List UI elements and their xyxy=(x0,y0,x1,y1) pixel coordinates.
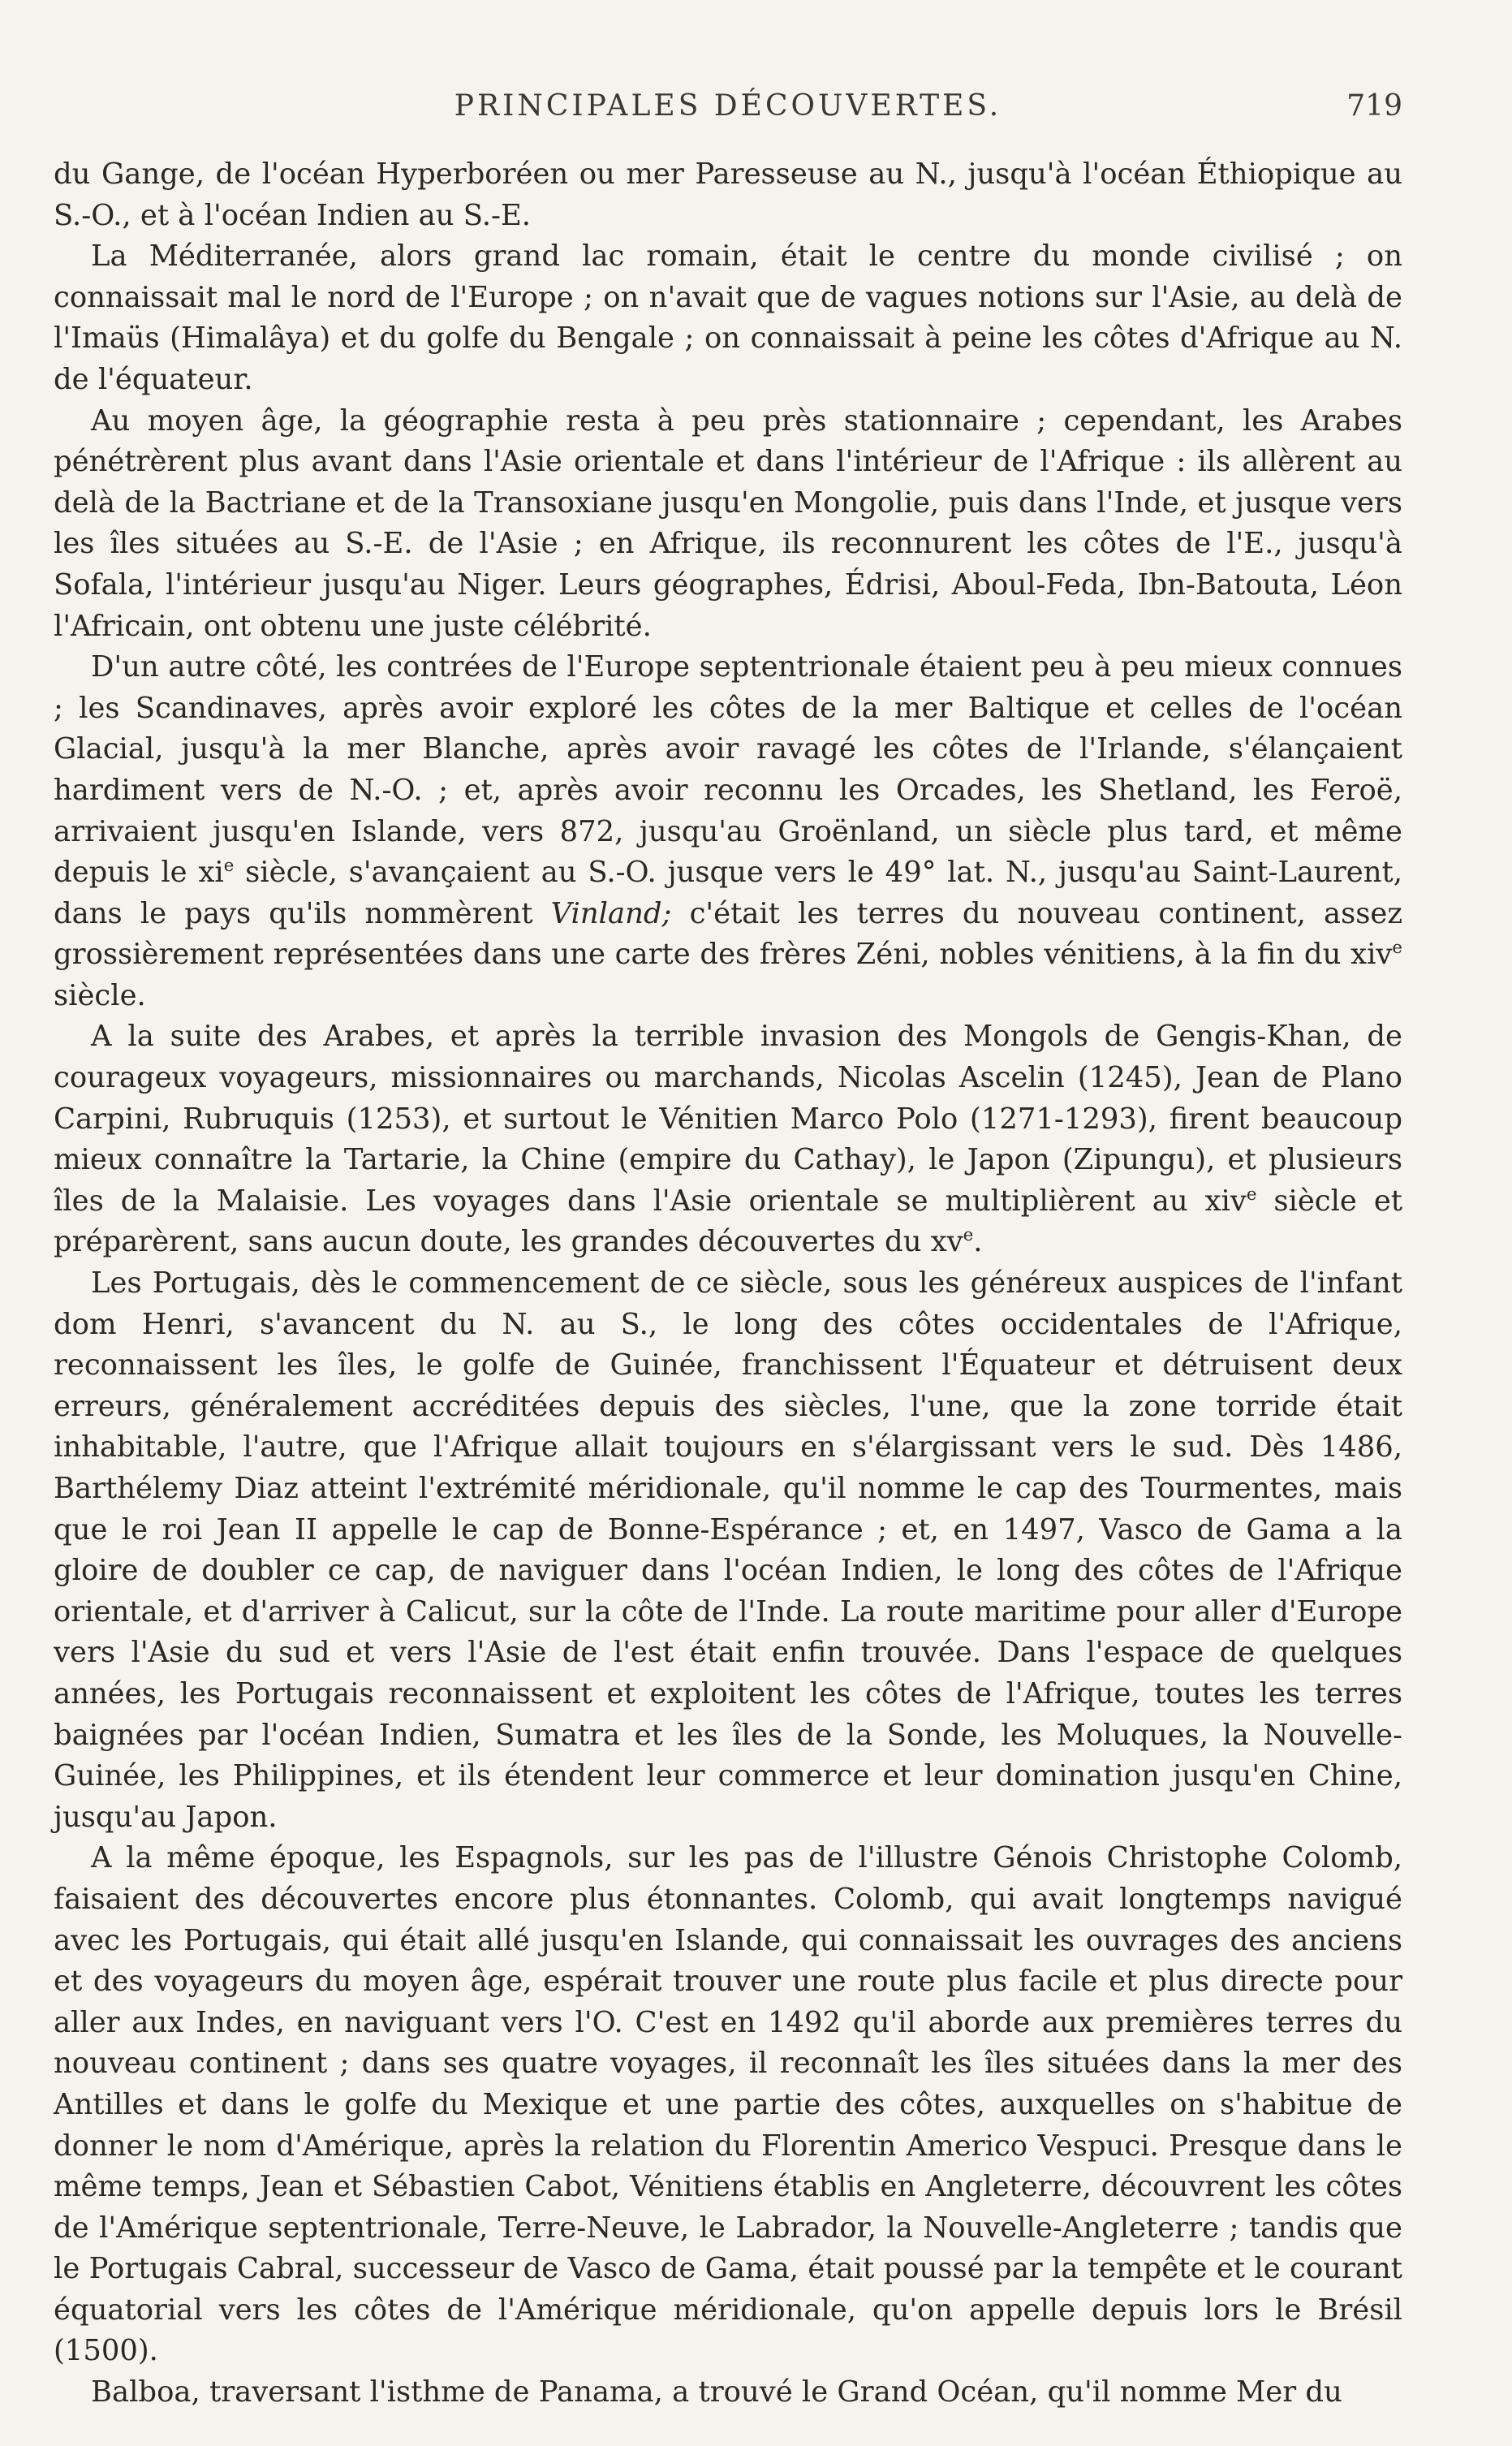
paragraph-3: Au moyen âge, la géographie resta à peu près stationnaire ; cependant, les Arabes pénétrèrent plus avant dans l'Asie orientale et dans l'intérieur de l'Afrique : ils allèrent au delà de la Bactriane et de la Transoxiane jusqu'en Mongolie, puis dans l'Inde, et jusque vers les îles situées au S.-E. de l'Asie ; en Afrique, ils reconnurent les côtes de l'E., jusqu'à Sofala, l'intérieur jusqu'au Niger. Leurs géographes, Édrisi, Aboul-Feda, Ibn-Batouta, Léon l'Africain, ont obtenu une juste célébrité. xyxy=(54,403,1402,643)
paragraph-4-sup-a: e xyxy=(223,856,235,877)
paragraph-4-italic-vinland: Vinland; xyxy=(550,896,672,930)
paragraph-4 xyxy=(54,647,1402,1016)
page-number: 719 xyxy=(1346,89,1402,123)
paragraph-4-text-c: c'était les terres du nouveau continent, assez grossièrement représentées dans une carte des frères Zéni, nobles vénitiens, à la fin du xiv xyxy=(54,896,1402,972)
paragraph-5-text-b: siècle et préparèrent, sans aucun doute, les grandes découvertes du xv xyxy=(54,1184,1402,1259)
paragraph-7: A la même époque, les Espagnols, sur les pas de l'illustre Génois Christophe Colomb, faisaient des découvertes encore plus étonnantes. Colomb, qui avait longtemps navigué avec les Portugais, qui était allé jusqu'en Islande, qui connaissait les ouvrages des anciens et des voyageurs du moyen âge, espérait trouver une route plus facile et plus directe pour aller aux Indes, en naviguant vers l'O. C'est en 1492 qu'il aborde aux premières terres du nouveau continent ; dans ses quatre voyages, il reconnaît les îles situées dans la mer des Antilles et dans le golfe du Mexique et une partie des côtes, auxquelles on s'habitue de donner le nom d'Amérique, après la relation du Florentin Americo Vespuci. Presque dans le même temps, Jean et Sébastien Cabot, Vénitiens établis en Angleterre, découvrent les côtes de l'Amérique septentrionale, Terre-Neuve, le Labrador, la Nouvelle-Angleterre ; tandis que le Portugais Cabral, successeur de Vasco de Gama, était poussé par la tempête et le courant équatorial vers les côtes de l'Amérique méridionale, qu'on appelle depuis lors le Brésil (1500). xyxy=(54,1841,1402,2368)
paragraph-5 xyxy=(54,1016,1402,1263)
running-title: PRINCIPALES DÉCOUVERTES. xyxy=(454,89,1002,123)
paragraph-4-text-d: siècle. xyxy=(54,978,146,1012)
paragraph-2: La Méditerranée, alors grand lac romain, était le centre du monde civilisé ; on connaissait mal le nord de l'Europe ; on n'avait que de vagues notions sur l'Asie, au delà de l'Imaüs (Himalâya) et du golfe du Bengale ; on connaissait à peine les côtes d'Afrique au N. de l'équateur. xyxy=(54,239,1402,396)
paragraph-4-text-b: siècle, s'avançaient au S.-O. jusque vers le 49° lat. N., jusqu'au Saint-Laurent, dans le pays qu'ils nommèrent xyxy=(54,856,1402,930)
paragraph-1: du Gange, de l'océan Hyperboréen ou mer Paresseuse au N., jusqu'à l'océan Éthiopique au S.-O., et à l'océan Indien au S.-E. xyxy=(54,157,1402,232)
paragraph-8: Balboa, traversant l'isthme de Panama, a trouvé le Grand Océan, qu'il nomme Mer du xyxy=(91,2375,1342,2409)
paragraph-5-text-c: . xyxy=(973,1225,983,1259)
paragraph-4-text-a: D'un autre côté, les contrées de l'Europe septentrionale étaient peu à peu mieux connues ; les Scandinaves, après avoir exploré les côtes de la mer Baltique et celles de l'océan Glacial, jusqu'à la mer Blanche, après avoir ravagé les côtes de l'Irlande, s'élançaient hardiment vers de N.-O. ; et, après avoir reconnu les Orcades, les Shetland, les Feroë, arrivaient jusqu'en Islande, vers 872, jusqu'au Groënland, un siècle plus tard, et même depuis le xi xyxy=(54,650,1402,890)
page-header xyxy=(54,89,1402,130)
paragraph-5-sup-a: e xyxy=(1246,1184,1257,1206)
body-text xyxy=(54,154,1402,2414)
paragraph-4-sup-b: e xyxy=(1392,938,1402,959)
paragraph-5-sup-b: e xyxy=(963,1225,974,1246)
paragraph-6: Les Portugais, dès le commencement de ce siècle, sous les généreux auspices de l'infant dom Henri, s'avancent du N. au S., le long des côtes occidentales de l'Afrique, reconnaissent les îles, le golfe de Guinée, franchissent l'Équateur et détruisent deux erreurs, généralement accréditées depuis des siècles, l'une, que la zone torride était inhabitable, l'autre, que l'Afrique allait toujours en s'élargissant vers le sud. Dès 1486, Barthélemy Diaz atteint l'extrémité méridionale, qu'il nomme le cap des Tourmentes, mais que le roi Jean II appelle le cap de Bonne-Espérance ; et, en 1497, Vasco de Gama a la gloire de doubler ce cap, de naviguer dans l'océan Indien, le long des côtes de l'Afrique orientale, et d'arriver à Calicut, sur la côte de l'Inde. La route maritime pour aller d'Europe vers l'Asie du sud et vers l'Asie de l'est était enfin trouvée. Dans l'espace de quelques années, les Portugais reconnaissent et exploitent les côtes de l'Afrique, toutes les terres baignées par l'océan Indien, Sumatra et les îles de la Sonde, les Moluques, la Nouvelle-Guinée, les Philippines, et ils étendent leur commerce et leur domination jusqu'en Chine, jusqu'au Japon. xyxy=(54,1266,1402,1834)
paragraph-5-text-a: A la suite des Arabes, et après la terrible invasion des Mongols de Gengis-Khan, de courageux voyageurs, missionnaires ou marchands, Nicolas Ascelin (1245), Jean de Plano Carpini, Rubruquis (1253), et surtout le Vénitien Marco Polo (1271-1293), firent beaucoup mieux connaître la Tartarie, la Chine (empire du Cathay), le Japon (Zipungu), et plusieurs îles de la Malaisie. Les voyages dans l'Asie orientale se multiplièrent au xiv xyxy=(54,1020,1402,1218)
